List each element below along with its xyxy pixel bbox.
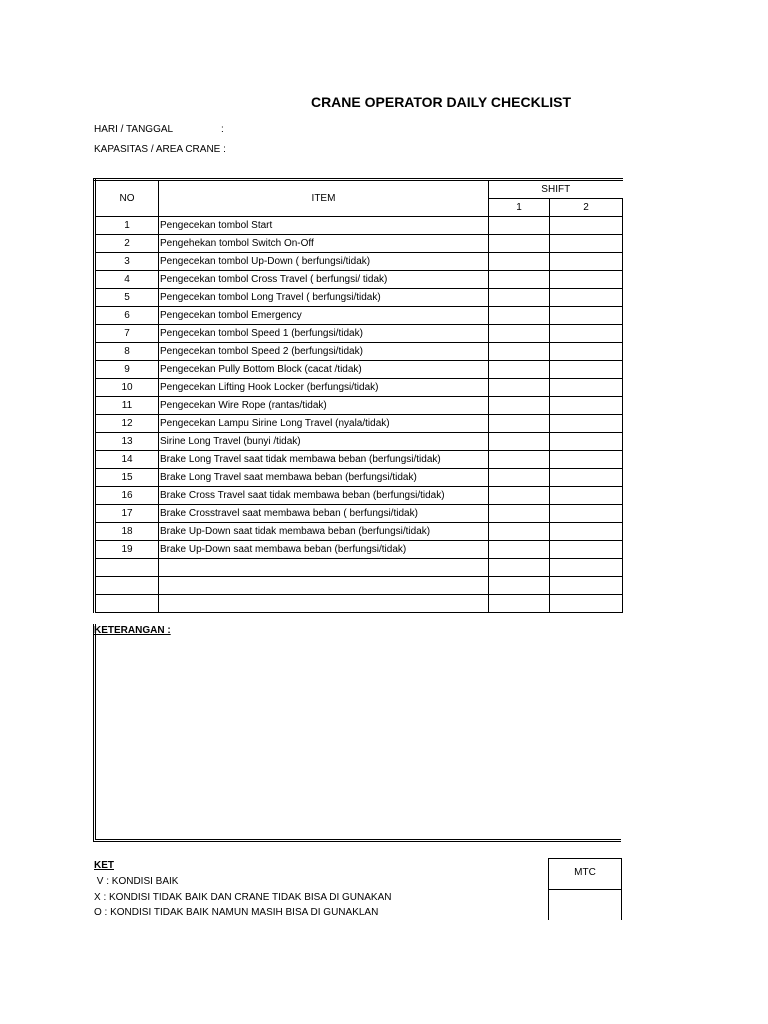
legend-x: X : KONDISI TIDAK BAIK DAN CRANE TIDAK BISA DI GUNAKAN [94,892,392,903]
row-no: 11 [95,397,159,415]
row-shift-2-cell[interactable] [550,595,623,613]
row-shift-2-cell[interactable] [550,325,623,343]
page-title: CRANE OPERATOR DAILY CHECKLIST [310,94,572,110]
row-shift-2-cell[interactable] [550,253,623,271]
row-item: Pengehekan tombol Switch On-Off [159,235,489,253]
row-shift-2-cell[interactable] [550,379,623,397]
row-shift-1-cell[interactable] [489,361,550,379]
row-item: Brake Long Travel saat tidak membawa beban (berfungsi/tidak) [159,451,489,469]
table-row [95,433,623,451]
row-shift-1-cell[interactable] [489,235,550,253]
row-item: Pengecekan tombol Emergency [159,307,489,325]
row-no: 1 [95,217,159,235]
row-shift-1-cell[interactable] [489,397,550,415]
header-shift: SHIFT [489,180,623,199]
mtc-label: MTC [548,858,622,890]
table-row [95,577,623,595]
table-row [95,271,623,289]
row-shift-2-cell[interactable] [550,343,623,361]
row-shift-2-cell[interactable] [550,397,623,415]
row-shift-2-cell[interactable] [550,289,623,307]
row-shift-2-cell[interactable] [550,361,623,379]
table-row [95,469,623,487]
table-row [95,253,623,271]
header-shift-2: 2 [550,199,623,217]
row-no: 13 [95,433,159,451]
row-item: Pengecekan tombol Up-Down ( berfungsi/tidak) [159,253,489,271]
row-shift-1-cell[interactable] [489,523,550,541]
table-row [95,379,623,397]
row-no: 15 [95,469,159,487]
row-no: 7 [95,325,159,343]
row-shift-1-cell[interactable] [489,451,550,469]
row-no: 8 [95,343,159,361]
row-no: 4 [95,271,159,289]
row-shift-1-cell[interactable] [489,595,550,613]
row-shift-2-cell[interactable] [550,271,623,289]
row-shift-1-cell[interactable] [489,541,550,559]
row-shift-2-cell[interactable] [550,523,623,541]
row-no: 2 [95,235,159,253]
legend-v: V : KONDISI BAIK [94,876,179,887]
row-shift-1-cell[interactable] [489,253,550,271]
row-no: 5 [95,289,159,307]
row-item: Pengecekan tombol Speed 1 (berfungsi/tidak) [159,325,489,343]
row-shift-1-cell[interactable] [489,433,550,451]
row-shift-2-cell[interactable] [550,433,623,451]
row-shift-1-cell[interactable] [489,577,550,595]
row-shift-2-cell[interactable] [550,415,623,433]
table-row [95,505,623,523]
row-shift-1-cell[interactable] [489,325,550,343]
table-row [95,523,623,541]
row-item: Pengecekan Lampu Sirine Long Travel (nyala/tidak) [159,415,489,433]
row-item: Pengecekan Pully Bottom Block (cacat /tidak) [159,361,489,379]
row-no: 9 [95,361,159,379]
row-shift-1-cell[interactable] [489,217,550,235]
table-row [95,217,623,235]
row-shift-2-cell[interactable] [550,217,623,235]
table-row [95,325,623,343]
row-no: 3 [95,253,159,271]
table-header-row [95,180,623,199]
row-shift-1-cell[interactable] [489,487,550,505]
table-row [95,289,623,307]
legend-heading: KET [94,860,114,871]
row-item: Pengecekan tombol Long Travel ( berfungsi/tidak) [159,289,489,307]
checklist-table [93,178,623,613]
header-shift-1: 1 [489,199,550,217]
date-label: HARI / TANGGAL [94,124,174,135]
table-row [95,595,623,613]
capacity-label: KAPASITAS / AREA CRANE : [94,144,226,155]
row-item: Pengecekan tombol Speed 2 (berfungsi/tidak) [159,343,489,361]
row-shift-2-cell[interactable] [550,307,623,325]
table-row [95,451,623,469]
row-item [159,577,489,595]
header-item: ITEM [159,180,489,217]
row-shift-1-cell[interactable] [489,271,550,289]
row-no: 12 [95,415,159,433]
table-row [95,343,623,361]
row-no: 14 [95,451,159,469]
table-row [95,559,623,577]
table-row [95,541,623,559]
row-no: 18 [95,523,159,541]
row-shift-2-cell[interactable] [550,469,623,487]
row-shift-1-cell[interactable] [489,469,550,487]
table-row [95,361,623,379]
row-shift-2-cell[interactable] [550,541,623,559]
row-shift-1-cell[interactable] [489,379,550,397]
row-no: 16 [95,487,159,505]
row-shift-1-cell[interactable] [489,289,550,307]
row-no: 6 [95,307,159,325]
row-item: Brake Crosstravel saat membawa beban ( berfungsi/tidak) [159,505,489,523]
row-shift-2-cell[interactable] [550,451,623,469]
table-row [95,415,623,433]
row-shift-1-cell[interactable] [489,307,550,325]
notes-box [93,624,621,842]
row-item: Brake Cross Travel saat tidak membawa beban (berfungsi/tidak) [159,487,489,505]
row-no: 19 [95,541,159,559]
row-shift-1-cell[interactable] [489,505,550,523]
row-item: Brake Up-Down saat membawa beban (berfungsi/tidak) [159,541,489,559]
legend-o: O : KONDISI TIDAK BAIK NAMUN MASIH BISA DI GUNAKLAN [94,907,379,918]
row-shift-1-cell[interactable] [489,343,550,361]
row-item: Pengecekan Lifting Hook Locker (berfungsi/tidak) [159,379,489,397]
header-no: NO [95,180,159,217]
table-row [95,487,623,505]
row-shift-2-cell[interactable] [550,235,623,253]
row-shift-2-cell[interactable] [550,559,623,577]
table-row [95,397,623,415]
row-no [95,577,159,595]
row-shift-2-cell[interactable] [550,487,623,505]
row-item [159,595,489,613]
row-item: Sirine Long Travel (bunyi /tidak) [159,433,489,451]
notes-label: KETERANGAN : [94,625,171,636]
row-no [95,559,159,577]
row-item: Pengecekan tombol Start [159,217,489,235]
row-shift-1-cell[interactable] [489,415,550,433]
table-row [95,235,623,253]
table-row [95,307,623,325]
row-item [159,559,489,577]
row-item: Pengecekan tombol Cross Travel ( berfungsi/ tidak) [159,271,489,289]
row-shift-1-cell[interactable] [489,559,550,577]
row-no: 10 [95,379,159,397]
row-no [95,595,159,613]
row-item: Brake Up-Down saat tidak membawa beban (berfungsi/tidak) [159,523,489,541]
row-shift-2-cell[interactable] [550,505,623,523]
row-item: Brake Long Travel saat membawa beban (berfungsi/tidak) [159,469,489,487]
date-colon: : [221,124,224,135]
row-item: Pengecekan Wire Rope (rantas/tidak) [159,397,489,415]
row-no: 17 [95,505,159,523]
row-shift-2-cell[interactable] [550,577,623,595]
